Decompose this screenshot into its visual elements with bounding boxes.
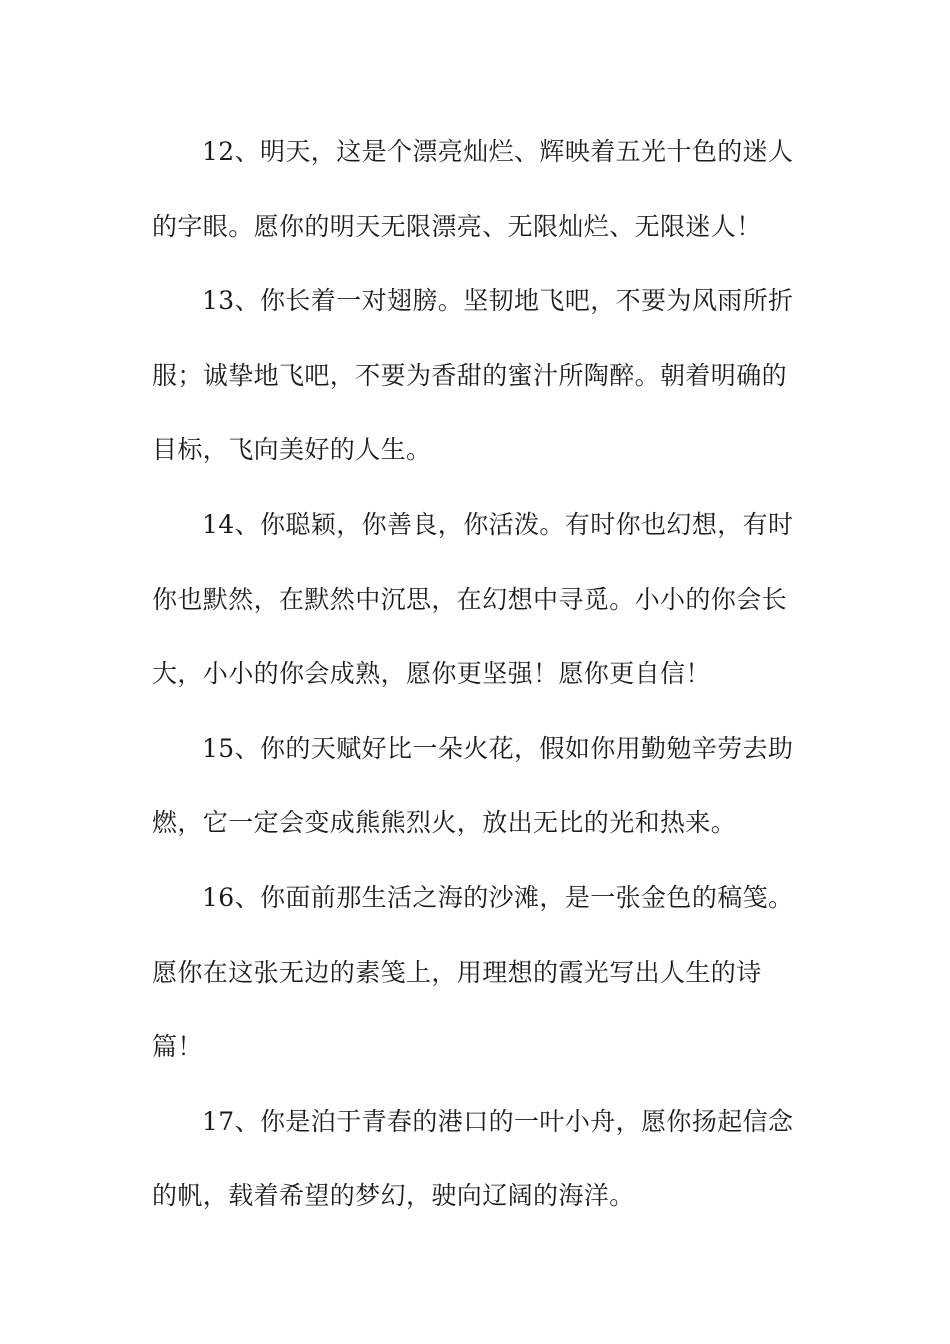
paragraph-12: [152, 112, 792, 261]
paragraph-14: [152, 485, 792, 709]
text-line: 服；诚挚地飞吧，不要为香甜的蜜汁所陶醉。朝着明确的: [152, 360, 788, 390]
paragraph-16: [152, 858, 792, 1082]
text-line: 12、明天，这是个漂亮灿烂、辉映着五光十色的迷人: [202, 137, 794, 166]
text-line: 的字眼。愿你的明天无限漂亮、无限灿烂、无限迷人！: [152, 211, 762, 241]
text-line: 大，小小的你会成熟，愿你更坚强！愿你更自信！: [152, 659, 711, 689]
text-line: 你也默然，在默然中沉思，在幻想中寻觅。小小的你会长: [152, 584, 788, 614]
paragraph-17: [152, 1082, 792, 1231]
text-line: 16、你面前那生活之海的沙滩，是一张金色的稿笺。: [202, 882, 794, 912]
paragraph-13: [152, 261, 792, 485]
text-line: 13、你长着一对翅膀。坚韧地飞吧，不要为风雨所折: [202, 286, 794, 316]
text-line: 15、你的天赋好比一朵火花，假如你用勤勉辛劳去助: [202, 733, 794, 763]
text-line: 燃，它一定会变成熊熊烈火，放出无比的光和热来。: [152, 808, 737, 838]
text-line: 17、你是泊于青春的港口的一叶小舟，愿你扬起信念: [202, 1106, 794, 1136]
text-line: 14、你聪颖，你善良，你活泼。有时你也幻想，有时: [202, 509, 794, 539]
document-page: [152, 112, 792, 1231]
paragraph-15: [152, 709, 792, 858]
text-line: 目标，飞向美好的人生。: [152, 435, 432, 465]
text-line: 愿你在这张无边的素笺上，用理想的霞光写出人生的诗: [152, 957, 762, 987]
text-line: 的帆，载着希望的梦幻，驶向辽阔的海洋。: [152, 1181, 635, 1211]
text-line: 篇！: [152, 1032, 203, 1062]
